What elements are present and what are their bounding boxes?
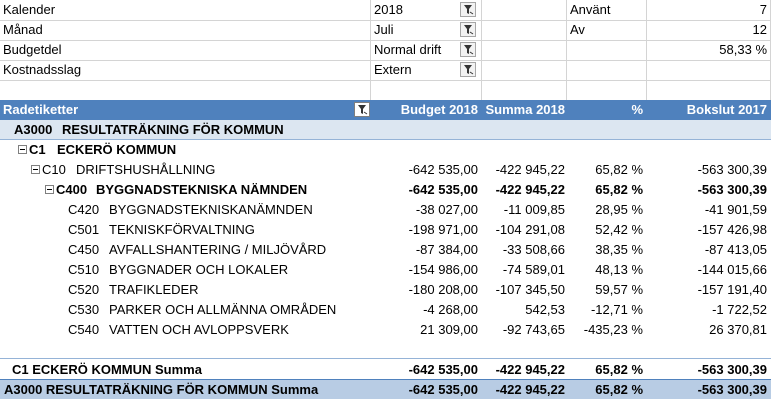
pct-value: 65,82 % bbox=[595, 162, 643, 177]
filter-row-kostnadsslag bbox=[0, 60, 771, 80]
row-name: ECKERÖ KOMMUN bbox=[57, 142, 177, 157]
row-code: C520 bbox=[68, 282, 100, 297]
bokslut-value: -563 300,39 bbox=[697, 382, 767, 397]
grid-line bbox=[0, 80, 771, 81]
summa-value: -104 291,08 bbox=[495, 222, 565, 237]
filter-icon bbox=[463, 24, 474, 35]
row-code: C501 bbox=[68, 222, 100, 237]
table-row bbox=[0, 220, 771, 240]
summa-value: -422 945,22 bbox=[495, 162, 565, 177]
pct-header: % bbox=[631, 102, 643, 117]
filter-value: Juli bbox=[374, 22, 394, 37]
summa-value: -422 945,22 bbox=[495, 362, 565, 377]
filter-label: Budgetdel bbox=[3, 42, 62, 57]
table-row bbox=[0, 320, 771, 340]
bokslut-header: Bokslut 2017 bbox=[686, 102, 767, 117]
bokslut-value: -563 300,39 bbox=[697, 362, 767, 377]
table-row bbox=[0, 240, 771, 260]
bokslut-value: -157 426,98 bbox=[697, 222, 767, 237]
row-code: A3000 bbox=[14, 122, 53, 137]
filter-row-manad bbox=[0, 20, 771, 40]
table-row bbox=[0, 280, 771, 300]
filter-dropdown-button[interactable] bbox=[460, 2, 476, 17]
group-row-c1 bbox=[0, 140, 771, 160]
budget-value: -198 971,00 bbox=[408, 222, 478, 237]
row-name: TRAFIKLEDER bbox=[109, 282, 199, 297]
bokslut-value: -87 413,05 bbox=[704, 242, 767, 257]
filter-dropdown-button[interactable] bbox=[460, 22, 476, 37]
row-code: C400 bbox=[56, 182, 88, 197]
row-name: DRIFTSHUSHÅLLNING bbox=[76, 162, 216, 177]
pct-value: 28,95 % bbox=[595, 202, 643, 217]
budget-value: 21 309,00 bbox=[420, 322, 478, 337]
row-code: C540 bbox=[68, 322, 100, 337]
row-code: C530 bbox=[68, 302, 100, 317]
total-row-c1 bbox=[0, 360, 771, 380]
budget-value: -154 986,00 bbox=[408, 262, 478, 277]
budget-value: -87 384,00 bbox=[415, 242, 478, 257]
table-row bbox=[0, 200, 771, 220]
collapse-toggle[interactable] bbox=[18, 145, 27, 154]
bokslut-value: -1 722,52 bbox=[712, 302, 767, 317]
budget-value: -4 268,00 bbox=[423, 302, 478, 317]
row-name: AVFALLSHANTERING / MILJÖVÅRD bbox=[109, 242, 327, 257]
bokslut-value: -41 901,59 bbox=[704, 202, 767, 217]
budget-value: -642 535,00 bbox=[408, 362, 478, 377]
info-value: 12 bbox=[752, 22, 767, 37]
row-name: BYGGNADER OCH LOKALER bbox=[109, 262, 289, 277]
filter-value: 2018 bbox=[374, 2, 403, 17]
filter-label: Månad bbox=[3, 22, 43, 37]
row-code: C420 bbox=[68, 202, 100, 217]
row-code: C450 bbox=[68, 242, 100, 257]
budget-header: Budget 2018 bbox=[400, 102, 478, 117]
bokslut-value: 26 370,81 bbox=[709, 322, 767, 337]
filter-icon bbox=[357, 104, 368, 115]
bokslut-value: -563 300,39 bbox=[697, 182, 767, 197]
summa-value: -107 345,50 bbox=[495, 282, 565, 297]
filter-icon bbox=[463, 4, 474, 15]
filter-dropdown-button[interactable] bbox=[460, 62, 476, 77]
budget-value: -642 535,00 bbox=[408, 182, 478, 197]
filter-icon bbox=[463, 64, 474, 75]
filter-value: Normal drift bbox=[374, 42, 442, 57]
pct-value: 59,57 % bbox=[595, 282, 643, 297]
info-label: Använt bbox=[570, 2, 611, 17]
summa-value: -92 743,65 bbox=[502, 322, 565, 337]
budget-value: -180 208,00 bbox=[408, 282, 478, 297]
pivot-header bbox=[0, 100, 771, 120]
pct-value: 52,42 % bbox=[595, 222, 643, 237]
pct-value: 65,82 % bbox=[595, 362, 643, 377]
pct-value: 48,13 % bbox=[595, 262, 643, 277]
total-label: C1 ECKERÖ KOMMUN Summa bbox=[12, 362, 202, 377]
row-name: VATTEN OCH AVLOPPSVERK bbox=[109, 322, 289, 337]
filter-icon bbox=[463, 44, 474, 55]
table-row bbox=[0, 300, 771, 320]
group-row-a3000 bbox=[0, 120, 771, 140]
summa-value: -33 508,66 bbox=[502, 242, 565, 257]
row-labels-header: Radetiketter bbox=[3, 102, 79, 117]
row-code: C1 bbox=[29, 142, 46, 157]
filter-row-kalender bbox=[0, 0, 771, 20]
row-labels-filter-button[interactable] bbox=[354, 102, 370, 117]
budget-value: -38 027,00 bbox=[415, 202, 478, 217]
row-name: TEKNISKFÖRVALTNING bbox=[109, 222, 255, 237]
pct-value: 65,82 % bbox=[595, 182, 643, 197]
summa-header: Summa 2018 bbox=[485, 102, 565, 117]
summa-value: 542,53 bbox=[525, 302, 565, 317]
filter-label: Kalender bbox=[3, 2, 56, 17]
bokslut-value: -157 191,40 bbox=[697, 282, 767, 297]
row-name: PARKER OCH ALLMÄNNA OMRÅDEN bbox=[109, 302, 337, 317]
group-row-c10 bbox=[0, 160, 771, 180]
info-value: 58,33 % bbox=[719, 42, 767, 57]
info-value: 7 bbox=[759, 2, 767, 17]
total-row-a3000 bbox=[0, 380, 771, 399]
row-code: C10 bbox=[42, 162, 66, 177]
separator bbox=[0, 358, 771, 359]
summa-value: -74 589,01 bbox=[502, 262, 565, 277]
summa-value: -422 945,22 bbox=[495, 382, 565, 397]
pct-value: 65,82 % bbox=[595, 382, 643, 397]
filter-dropdown-button[interactable] bbox=[460, 42, 476, 57]
collapse-toggle[interactable] bbox=[31, 165, 40, 174]
budget-value: -642 535,00 bbox=[408, 162, 478, 177]
table-row bbox=[0, 260, 771, 280]
row-name: RESULTATRÄKNING FÖR KOMMUN bbox=[62, 122, 284, 137]
summa-value: -422 945,22 bbox=[495, 182, 565, 197]
row-code: C510 bbox=[68, 262, 100, 277]
pct-value: -12,71 % bbox=[590, 302, 643, 317]
row-name: BYGGNADSTEKNISKANÄMNDEN bbox=[109, 202, 313, 217]
summa-value: -11 009,85 bbox=[503, 202, 565, 217]
bokslut-value: -144 015,66 bbox=[697, 262, 767, 277]
filter-row-budgetdel bbox=[0, 40, 771, 60]
total-label: A3000 RESULTATRÄKNING FÖR KOMMUN Summa bbox=[4, 382, 319, 397]
pct-value: -435,23 % bbox=[583, 322, 643, 337]
filter-value: Extern bbox=[374, 62, 412, 77]
pct-value: 38,35 % bbox=[595, 242, 643, 257]
info-label: Av bbox=[570, 22, 585, 37]
bokslut-value: -563 300,39 bbox=[697, 162, 767, 177]
budget-value: -642 535,00 bbox=[408, 382, 478, 397]
filter-label: Kostnadsslag bbox=[3, 62, 82, 77]
row-name: BYGGNADSTEKNISKA NÄMNDEN bbox=[96, 182, 308, 197]
group-row-c400 bbox=[0, 180, 771, 200]
collapse-toggle[interactable] bbox=[45, 185, 54, 194]
